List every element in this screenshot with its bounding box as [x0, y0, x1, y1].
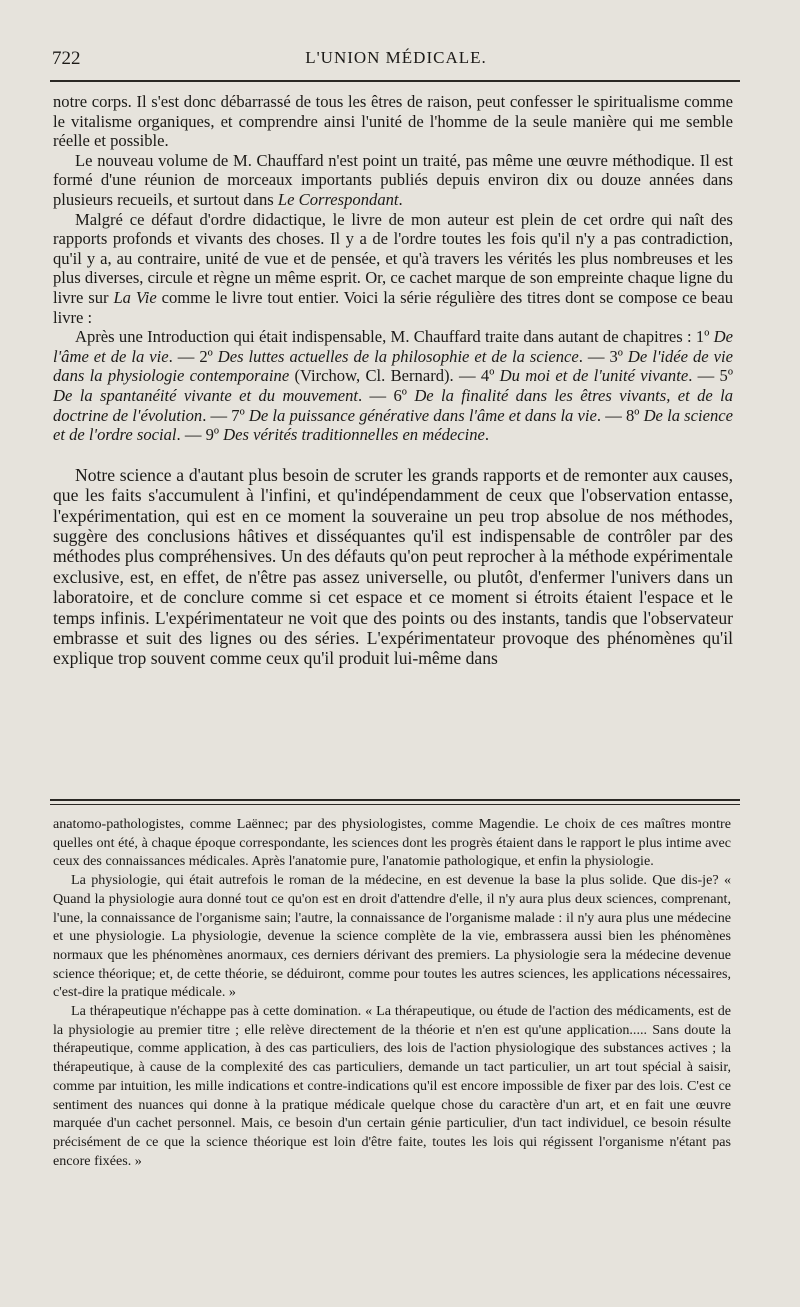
chapter-title: Des luttes actuelles de la philosophie et de la science	[217, 346, 579, 366]
text-run: . — 5º	[688, 366, 733, 386]
book-title: La Vie	[113, 287, 157, 307]
text-run: . — 6º	[358, 385, 415, 405]
chapter-title: De l'âme et de la vie	[53, 327, 733, 366]
running-title: L'UNION MÉDICALE.	[305, 48, 487, 67]
chapter-title: De la finalité dans les êtres vivants, et de la doctrine de l'évolution	[53, 385, 733, 425]
text-run: Après une Introduction qui était indispensable, M. Chauffard traite dans autant de chapitres : 1º	[75, 327, 714, 347]
paragraph	[53, 210, 733, 328]
text-run: . — 8º	[596, 405, 644, 425]
chapter-title: De la science et de l'ordre social	[53, 405, 733, 445]
text-run: Le nouveau volume de M. Chauffard n'est point un traité, pas même une œuvre méthodique. Il est formé d'une réunion de morceaux importants publiés depuis environ dix ou douze années dans plusieurs recueils, et surtout dans	[53, 150, 733, 209]
chapter-title: De l'idée de vie dans la physiologie contemporaine	[53, 346, 733, 386]
footnote-paragraph: La physiologie, qui était autrefois le roman de la médecine, en est devenue la base la plus solide. Que dis-je? « Quand la physiologie aura donné tout ce qu'on est en droit d'attendre d'elle, il n'y aura plus deux sciences, comprenant, l'une, la connaissance de l'organisme sain; l'autre, la connaissance de l'organisme malade : il n'y aura plus une médecine et une physiologie. La physiologie, devenue la science complète de la vie, embrassera aussi bien les phénomènes normaux que les phénomènes anormaux, ces derniers dérivant des premiers. La physiologie sera la médecine devenue science théorique; et, de cette théorie, se déduiront, comme pour toutes les autres sciences, les applications nécessaires, c'est-dire la pratique médicale. »	[53, 872, 731, 1001]
footnote-paragraph: anatomo-pathologistes, comme Laënnec; par des physiologistes, comme Magendie. Le choix de ces maîtres montre quelles ont été, à chaque époque correspondante, les sciences dont les progrès étaient dans le rapport le plus intime avec ceux des connaissances médicales. Après l'anatomie pure, l'anatomie pathologique, et enfin la physiologie.	[53, 816, 731, 870]
chapter-title: Des vérités traditionnelles en médecine	[223, 425, 485, 445]
text-run: comme le livre tout entier. Voici la série régulière des titres dont se compose ce beau livre :	[53, 287, 733, 327]
footnotes	[53, 815, 731, 1170]
text-run: .	[398, 189, 403, 209]
paragraph: notre corps. Il s'est donc débarrassé de tous les êtres de raison, peut confesser le spiritualisme comme le vitalisme organiques, et comprendre ainsi l'unité de l'homme de la seule manière qui me semble réelle et possible.	[53, 92, 733, 151]
header-rule	[50, 80, 740, 82]
paragraph: Notre science a d'autant plus besoin de scruter les grands rapports et de remonter aux causes, que les faits s'accumulent à l'infini, et qu'indépendamment de ceux que l'observation entasse, l'expérimentation, qui est en ce moment la souveraine un peu trop absolue de nos méthodes, suggère des conclusions hâtives et disséquantes qu'il est indispensable de contrôler par des méthodes plus compréhensives. Un des défauts qu'on peut reprocher à la méthode expérimentale exclusive, est, en effet, de n'être pas assez universelle, ou plutôt, d'enfermer l'univers dans un laboratoire, et de conclure comme si cet espace et ce moment si étroits étaient l'espace et le temps infinis. L'expérimentateur ne voit que des points ou des instants, tandis que l'observateur embrasse et suit des lignes ou des séries. L'expérimentateur provoque des phénomènes qu'il explique trop souvent comme ceux qu'il produit lui-même dans	[53, 464, 733, 669]
text-run: . — 2º	[168, 346, 218, 366]
main-text	[53, 92, 733, 669]
journal-title: Le Correspondant	[277, 189, 399, 209]
page-header	[52, 48, 740, 72]
chapter-list-paragraph	[53, 327, 733, 445]
text-run: .	[484, 425, 490, 445]
text-run: . — 9º	[176, 425, 224, 445]
text-run: . — 3º	[578, 346, 628, 366]
text-run: . — 7º	[202, 405, 249, 425]
text-run: Malgré ce défaut d'ordre didactique, le livre de mon auteur est plein de cet ordre qui naît des rapports profonds et vivants des choses. Il y a de l'ordre toutes les fois qu'il n'y a pas contradiction, qu'il y a, au contraire, unité de vue et de pensée, et qu'à travers les vérités les plus nombreuses et les plus diverses, circule et règne un même esprit. Or, ce cachet marque de son empreinte chaque ligne du livre sur	[53, 209, 733, 307]
footnote-rule	[50, 799, 740, 805]
chapter-title: De la puissance générative dans l'âme et dans la vie	[248, 405, 597, 425]
chapter-title: De la spantanéité vivante et du mouvement	[53, 385, 359, 405]
chapter-title: Du moi et de l'unité vivante	[499, 366, 689, 386]
text-run: (Virchow, Cl. Bernard). — 4º	[289, 366, 500, 386]
page-number: 722	[52, 48, 81, 69]
footnote-paragraph: La thérapeutique n'échappe pas à cette domination. « La thérapeutique, ou étude de l'action des médicaments, est de la physiologie au premier titre ; elle relève directement de la théorie et n'en est qu'une application..... Sans doute la thérapeutique, comme application, à des cas particuliers, des lois de l'action physiologique des substances actives ; la thérapeutique, à cause de la complexité des cas particuliers, demande un tact particulier, un art tout spécial à saisir, comme par intuition, les mille indications et contre-indications qu'il est encore impossible de fixer par des lois. C'est ce sentiment des nuances qui donne à la pratique médicale quelque chose du caractère d'un art, et en fait une œuvre marquée d'un cachet personnel. Mais, ce besoin d'un certain génie particulier, d'un tact individuel, ce besoin résulte précisément de ce que la science théorique est loin d'être faite, toutes les lois qui régissent l'organisme n'étant pas encore fixées. »	[53, 1003, 731, 1169]
paragraph	[53, 151, 733, 210]
